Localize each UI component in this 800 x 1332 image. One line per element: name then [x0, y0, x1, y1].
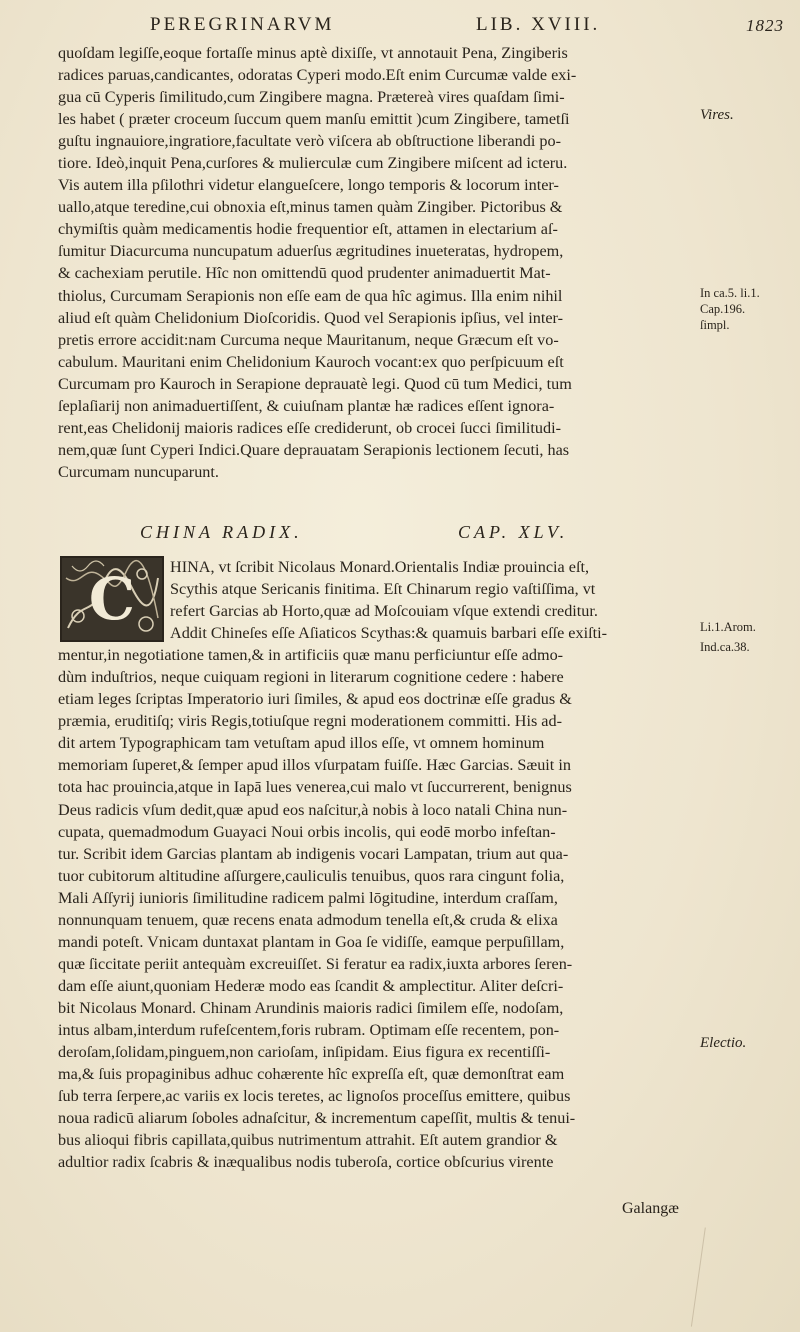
chapter-heading: [140, 522, 660, 546]
body-paragraph: [58, 42, 690, 483]
text-line: nonnunquam tenuem, quæ recens enata admodum tenella eſt,& cruda & elixa: [58, 910, 558, 929]
text-line: Deus radicis vſum dedit,quæ apud eos naſcitur,à nobis à loco natali China nun-: [58, 800, 568, 819]
margin-note-ref: Cap.196.: [700, 302, 746, 316]
text-line: tur. Scribit idem Garcias plantam ab indigenis vocari Lampatan, trium aut qua-: [58, 844, 569, 863]
text-line: dit artem Typographicam tam vetuſtam apud illos eſſe, vt omnem hominum: [58, 734, 545, 753]
text-line: nem,quæ ſunt Cyperi Indici.Quare deprauatam Serapionis lectionem ſecuti, has: [58, 440, 570, 459]
text-line: deroſam,ſolidam,pinguem,non carioſam, inſipidam. Eius figura ex recentiſſi-: [58, 1043, 551, 1062]
text-line: cabulum. Mauritani enim Chelidonium Kauroch vocant:ex quo perſpicuum eſt: [58, 352, 564, 371]
text-line: ma,& ſuis propaginibus adhuc cohærente hîc expreſſa eſt, quæ demonſtrat eam: [58, 1065, 565, 1084]
text-line: noua radicū aliarum ſoboles adnaſcitur, & incrementum capeſſit, multis & tenui-: [58, 1109, 576, 1128]
text-line: tuor cubitorum altitudine aſſurgere,cauliculis tenuibus, quos rara cingunt folia,: [58, 866, 565, 885]
text-line: intus albam,interdum rufeſcentem,foris rubram. Optimam eſſe recentem, pon-: [58, 1020, 560, 1039]
text-line: ſub terra ſerpere,ac variis ex locis teretes, ac lignoſos proceſſus emittere, quibus: [58, 1087, 571, 1106]
margin-note-electio: Electio.: [700, 1035, 747, 1051]
text-line: radices paruas,candicantes, odoratas Cyperi modo.Eſt enim Curcumæ valde exi-: [58, 66, 577, 85]
text-line: bus alioqui fibris capillata,quibus nutrimentum attrahit. Eſt autem grandior &: [58, 1131, 558, 1150]
text-line: pretis errore accidit:nam Curcuma neque Mauritanum, neque Græcum eſt vo-: [58, 330, 559, 349]
text-line: Curcumam nuncuparunt.: [58, 462, 219, 481]
text-line: Addit Chineſes eſſe Aſiaticos Scythas:& quamuis barbari eſſe exiſti-: [170, 624, 607, 643]
chapter-title: CHINA RADIX.: [140, 522, 303, 542]
running-title: PEREGRINARVM: [150, 14, 335, 35]
book-number: LIB. XVIII.: [476, 14, 601, 35]
text-line: mentur,in negotiatione tamen,& in artificiis quæ manu perficiuntur eſſe admo-: [58, 646, 564, 665]
text-line: gua cū Cyperis ſimilitudo,cum Zingibere magna. Prætereà vires quaſdam ſimi-: [58, 88, 565, 107]
text-line: guſtu ingnauiore,ingratiore,facultate verò viſcera ab obſtructione liberandi po-: [58, 132, 561, 151]
text-line: dùm induſtrios, neque cuiquam regioni in literarum cognitione cedere : habere: [58, 668, 564, 687]
text-line: Vis autem illa pſilothri videtur elangueſcere, longo temporis & locorum inter-: [58, 176, 559, 195]
decorated-initial: [60, 556, 164, 642]
text-line: refert Garcias ab Horto,quæ ad Moſcouiam vſque extendi creditur.: [170, 602, 598, 621]
text-line: les habet ( præter croceum ſuccum quem manſu emittit )cum Zingibere, tametſi: [58, 110, 570, 129]
text-line: uallo,atque teredine,cui obnoxia eſt,minus tamen quàm Zingiber. Pictoribus &: [58, 198, 563, 217]
text-line: præmia, eruditiſq; viris Regis,totiuſque regni moderationem committi. His ad-: [58, 712, 562, 731]
text-line: cupata, quemadmodum Guayaci Noui orbis incolis, qui eodē morbo infeſtan-: [58, 822, 556, 841]
margin-note-vires: Vires.: [700, 107, 734, 123]
text-line: HINA, vt ſcribit Nicolaus Monard.Orientalis Indiæ prouincia eſt,: [170, 558, 589, 576]
text-line: chymiſtis quàm medicamentis hodie frequentior eſt, attamen in electarium aſ-: [58, 220, 558, 239]
text-line: rent,eas Chelidonij maioris radices eſſe crediderunt, ob crocei ſucci ſimilitudi-: [58, 418, 561, 437]
margin-note-ref: In ca.5. li.1.: [700, 286, 760, 300]
chapter-paragraph: [58, 556, 690, 1173]
margin-note-ref: Li.1.Arom.: [700, 620, 756, 634]
text-line: Scythis atque Sericanis finitima. Eſt Chinarum regio vaſtiſſima, vt: [170, 580, 596, 599]
text-line: bit Nicolaus Monard. Chinam Arundinis maioris radici ſimilem eſſe, nodoſam,: [58, 998, 564, 1017]
initial-letter: C: [88, 565, 136, 633]
text-line: Curcumam pro Kauroch in Serapione deprauatè legi. Quod cū tum Medici, tum: [58, 374, 572, 393]
running-head: [150, 14, 790, 40]
text-line: & cachexiam perutile. Hîc non omittendū quod prudenter animaduertit Mat-: [58, 264, 551, 283]
text-line: thiolus, Curcumam Serapionis non eſſe eam de qua hîc agimus. Illa enim nihil: [58, 286, 563, 305]
margin-note-ref: Ind.ca.38.: [700, 640, 750, 654]
text-line: ſumitur Diacurcuma nuncupatum aduerſus ægritudines inueteratas, hydropem,: [58, 242, 564, 261]
page-crease: [661, 1223, 706, 1326]
margin-note-ref: ſimpl.: [700, 318, 730, 332]
text-line: aliud eſt quàm Chelidonium Dioſcoridis. Quod vel Serapionis ipſius, vel inter-: [58, 308, 564, 327]
text-line: quoſdam legiſſe,eoque fortaſſe minus aptè dixiſſe, vt annotauit Pena, Zingiberis: [58, 44, 568, 62]
text-line: quæ ſiccitate periit antequàm excreuiſſet. Si feratur ea radix,iuxta arbores ſeren-: [58, 954, 573, 973]
text-line: tiore. Ideò,inquit Pena,curſores & mulierculæ cum Zingibere miſcent ad icteru.: [58, 154, 568, 173]
catchword: Galangæ: [622, 1200, 679, 1217]
page-number: 1823: [746, 16, 784, 35]
text-line: mandi poteſt. Vnicam duntaxat plantam in Goa ſe vidiſſe, eamque perpuſillam,: [58, 932, 565, 951]
text-line: ſeplaſiarij non animaduertiſſent, & cuiuſnam plantæ hæ radices eſſent ignora-: [58, 396, 555, 415]
text-line: dam eſſe aiunt,quoniam Hederæ modo eas ſcandit & amplectitur. Aliter deſcri-: [58, 976, 564, 995]
text-line: Mali Aſſyrij iunioris ſimilitudine radicem palmi lōgitudine, interdum craſſam,: [58, 888, 558, 907]
chapter-number: CAP. XLV.: [458, 522, 569, 542]
text-line: tota hac prouincia,atque in Iapā lues venerea,cui malo vt ſuccurrerent, benignus: [58, 778, 572, 797]
text-line: etiam leges ſcriptas Imperatorio iuri ſimiles, & apud eos doctrinæ eſſe gradus &: [58, 690, 572, 709]
text-line: memoriam ſuperet,& ſemper apud illos vſurpatam fuiſſe. Hæc Garcias. Sæuit in: [58, 756, 571, 775]
text-line: adultior radix ſcabris & inæqualibus nodis tuberoſa, cortice obſcurius virente: [58, 1153, 554, 1172]
